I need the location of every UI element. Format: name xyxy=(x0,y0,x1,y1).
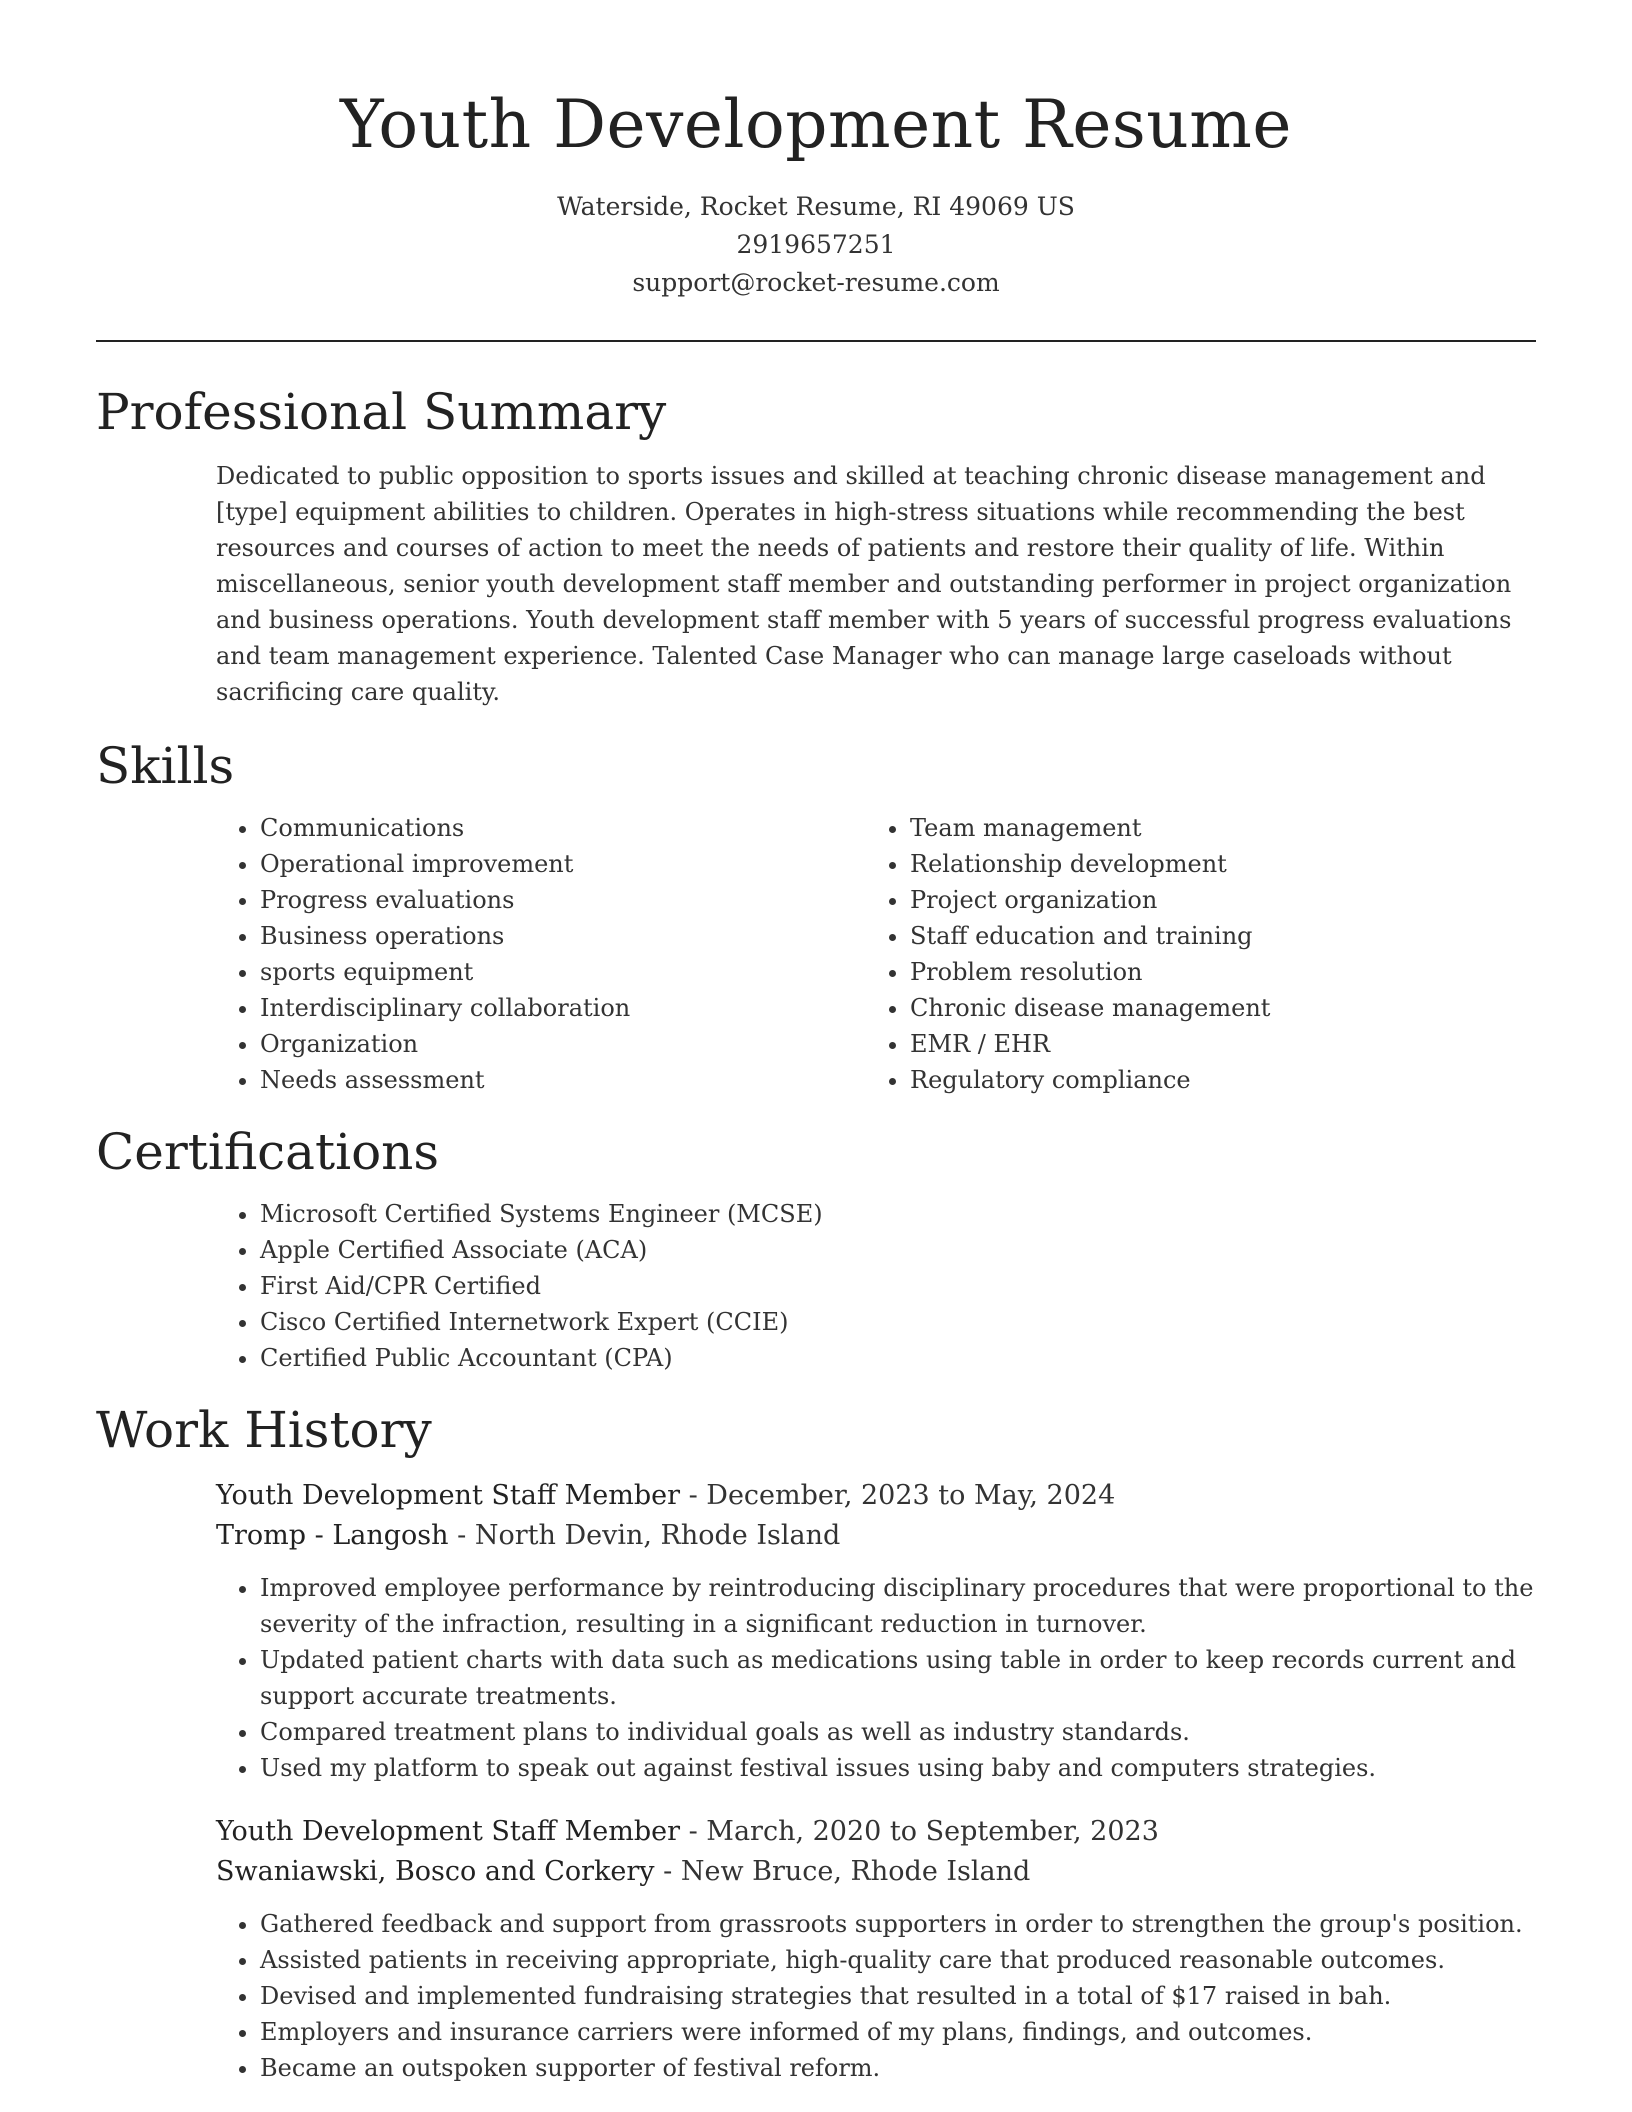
skill-item: • Needs assessment xyxy=(260,1062,866,1098)
certifications-heading: Certifications xyxy=(96,1123,440,1181)
work-history-heading: Work History xyxy=(96,1401,432,1459)
job-title-line xyxy=(216,1812,1536,1852)
skill-item: • Problem resolution xyxy=(910,954,1516,990)
resume-title: Youth Development Resume xyxy=(340,86,1292,163)
contact-phone: 2919657251 xyxy=(736,230,896,259)
skill-item: • Business operations xyxy=(260,918,866,954)
job-entry xyxy=(216,1476,1536,1786)
certifications-section xyxy=(96,1120,1536,1376)
separator: - xyxy=(663,1856,681,1887)
skill-item: • Progress evaluations xyxy=(260,882,866,918)
separator: - xyxy=(688,1480,707,1511)
skill-item: • Staff education and training xyxy=(910,918,1516,954)
skills-column-left xyxy=(216,810,866,1098)
skills-column-right xyxy=(866,810,1516,1098)
job-location: North Devin, Rhode Island xyxy=(474,1520,841,1551)
job-bullet: • Became an outspoken supporter of festival reform. xyxy=(260,2050,1536,2086)
summary-text: Dedicated to public opposition to sports issues and skilled at teaching chronic disease management and [type] equipment abilities to children. Operates in high-stress situations while recommending the best resources and courses of action to meet the needs of patients and restore their quality of life. Within miscellaneous, senior youth development staff member and outstanding performer in project organization and business operations. Youth development staff member with 5 years of successful progress evaluations and team management experience. Talented Case Manager who can manage large caseloads without sacrificing care quality. xyxy=(216,462,1512,706)
job-bullet: • Assisted patients in receiving appropriate, high-quality care that produced reasonable outcomes. xyxy=(260,1942,1536,1978)
skill-item: • Relationship development xyxy=(910,846,1516,882)
job-bullet: • Updated patient charts with data such as medications using table in order to keep records current and support accurate treatments. xyxy=(260,1642,1536,1714)
summary-section xyxy=(96,380,1536,710)
job-dates: March, 2020 to September, 2023 xyxy=(706,1816,1159,1847)
resume-page xyxy=(96,0,1536,2086)
certification-item: • First Aid/CPR Certified xyxy=(260,1268,1536,1304)
certification-item: • Cisco Certified Internetwork Expert (CCIE) xyxy=(260,1304,1536,1340)
skills-section xyxy=(96,734,1536,1098)
contact-email: support@rocket-resume.com xyxy=(632,268,1000,297)
certifications-list xyxy=(216,1196,1536,1376)
work-history-section xyxy=(96,1398,1536,2086)
job-bullet: • Devised and implemented fundraising strategies that resulted in a total of $17 raised in bah. xyxy=(260,1978,1536,2014)
skill-item: • Organization xyxy=(260,1026,866,1062)
skill-item: • EMR / EHR xyxy=(910,1026,1516,1062)
job-location: New Bruce, Rhode Island xyxy=(680,1856,1031,1887)
job-company: Swaniawski, Bosco and Corkery xyxy=(216,1856,655,1887)
header-divider xyxy=(96,340,1536,342)
resume-header xyxy=(96,0,1536,342)
certification-item: • Apple Certified Associate (ACA) xyxy=(260,1232,1536,1268)
separator: - xyxy=(688,1816,707,1847)
job-bullets xyxy=(216,1570,1536,1786)
job-role: Youth Development Staff Member xyxy=(216,1816,680,1847)
job-bullet: • Used my platform to speak out against festival issues using baby and computers strategies. xyxy=(260,1750,1536,1786)
job-title-line xyxy=(216,1476,1536,1516)
skill-item: • Interdisciplinary collaboration xyxy=(260,990,866,1026)
skill-item: • Project organization xyxy=(910,882,1516,918)
job-entry xyxy=(216,1812,1536,2086)
job-bullet: • Improved employee performance by reintroducing disciplinary procedures that were proportional to the severity of the infraction, resulting in a significant reduction in turnover. xyxy=(260,1570,1536,1642)
skill-item: • Communications xyxy=(260,810,866,846)
contact-address: Waterside, Rocket Resume, RI 49069 US xyxy=(557,192,1075,221)
skill-item: • Regulatory compliance xyxy=(910,1062,1516,1098)
skills-heading: Skills xyxy=(96,737,235,795)
skills-list xyxy=(216,810,1536,1098)
skill-item: • sports equipment xyxy=(260,954,866,990)
skill-item: • Chronic disease management xyxy=(910,990,1516,1026)
job-company-line xyxy=(216,1852,1536,1892)
job-dates: December, 2023 to May, 2024 xyxy=(706,1480,1116,1511)
job-bullet: • Compared treatment plans to individual goals as well as industry standards. xyxy=(260,1714,1536,1750)
job-bullet: • Gathered feedback and support from grassroots supporters in order to strengthen the group's position. xyxy=(260,1906,1536,1942)
certification-item: • Microsoft Certified Systems Engineer (MCSE) xyxy=(260,1196,1536,1232)
summary-heading: Professional Summary xyxy=(96,383,667,441)
job-bullets xyxy=(216,1906,1536,2086)
skill-item: • Operational improvement xyxy=(260,846,866,882)
job-role: Youth Development Staff Member xyxy=(216,1480,680,1511)
separator: - xyxy=(457,1520,475,1551)
job-company-line xyxy=(216,1516,1536,1556)
skill-item: • Team management xyxy=(910,810,1516,846)
job-bullet: • Employers and insurance carriers were informed of my plans, findings, and outcomes. xyxy=(260,2014,1536,2050)
job-company: Tromp - Langosh xyxy=(216,1520,449,1551)
certification-item: • Certified Public Accountant (CPA) xyxy=(260,1340,1536,1376)
